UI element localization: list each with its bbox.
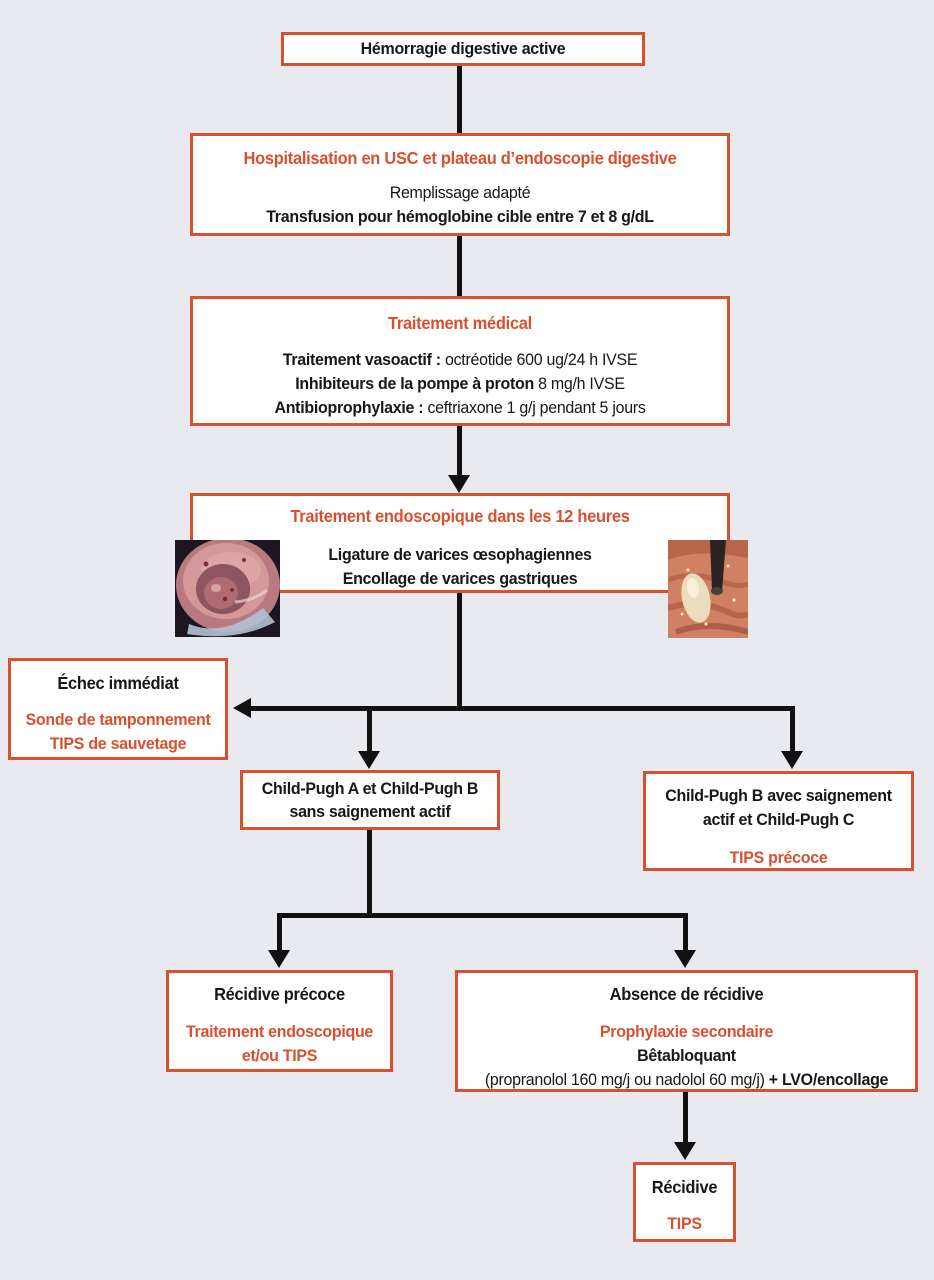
connector-childAB-to-branch2: [367, 830, 372, 918]
arrowhead-down-icon: [674, 950, 696, 968]
line-regular-part: octréotide 600 ug/24 h IVSE: [440, 350, 638, 369]
node-line: actif et Child-Pugh C: [702, 810, 855, 829]
branch2-drop-recidive-precoce: [277, 913, 282, 951]
node-title: Hémorragie digestive active: [360, 39, 566, 58]
endoscopic-glue-photo: [668, 540, 748, 638]
node-line: Encollage de varices gastriques: [342, 569, 578, 588]
line-bold-part: Traitement vasoactif :: [282, 350, 441, 369]
arrowhead-down-icon: [448, 475, 470, 493]
node-recidive-precoce: [166, 970, 393, 1072]
node-line: Sonde de tamponnement: [25, 710, 211, 729]
arrowhead-down-icon: [358, 751, 380, 769]
arrowhead-down-icon: [781, 751, 803, 769]
node-subtitle: Prophylaxie secondaire: [599, 1022, 774, 1041]
line-regular-part: ceftriaxone 1 g/j pendant 5 jours: [423, 398, 646, 417]
node-child-pugh-ab: [240, 770, 500, 830]
node-hemorragie-digestive-active: [281, 32, 645, 66]
gastric-varix-glue-image: [668, 540, 748, 638]
node-hospitalisation: [190, 133, 730, 236]
arrowhead-down-icon: [674, 1142, 696, 1160]
node-line: [209, 348, 711, 372]
branch2-horizontal: [277, 913, 688, 918]
node-line: Child-Pugh A et Child-Pugh B: [261, 779, 479, 798]
node-line: [472, 1068, 902, 1092]
connector-hospitalisation-to-medical: [457, 236, 462, 296]
connector-start-to-hospitalisation: [457, 66, 462, 133]
branch2-drop-absence: [683, 913, 688, 951]
node-recidive: [633, 1162, 736, 1242]
node-line: Bêtabloquant: [637, 1046, 736, 1065]
node-line: [209, 372, 711, 396]
connector-endoscopique-to-branch: [457, 593, 462, 708]
connector-medical-to-endoscopique: [457, 426, 462, 476]
esophageal-varix-ligature-image: [175, 540, 280, 637]
node-line: sans saignement actif: [289, 802, 451, 821]
node-line: [209, 396, 711, 420]
node-echec-immediat: [8, 658, 228, 760]
line-regular-part: (propranolol 160 mg/j ou nadolol 60 mg/j): [484, 1070, 769, 1089]
node-title: Absence de récidive: [609, 984, 764, 1004]
branch1-drop-childBC: [790, 706, 795, 752]
node-title: Échec immédiat: [57, 673, 179, 693]
node-title: Récidive précoce: [214, 984, 345, 1004]
node-title: Traitement médical: [388, 313, 532, 333]
node-line: Child-Pugh B avec saignement: [665, 786, 892, 805]
line-bold-part: Antibioprophylaxie :: [274, 398, 424, 417]
node-title: Hospitalisation en USC et plateau d’endoscopie digestive: [243, 148, 677, 168]
node-line: TIPS de sauvetage: [49, 734, 187, 753]
node-child-pugh-bc: [643, 771, 914, 871]
branch1-horizontal: [246, 706, 795, 711]
connector-absence-to-recidive: [683, 1092, 688, 1143]
endoscopic-ligature-photo: [175, 540, 280, 637]
node-line: Traitement endoscopique: [185, 1022, 374, 1041]
line-bold-part: + LVO/encollage: [768, 1070, 889, 1089]
node-absence-de-recidive: [455, 970, 918, 1092]
node-line: Transfusion pour hémoglobine cible entre 7 et 8 g/dL: [266, 207, 654, 226]
node-line: Remplissage adapté: [389, 183, 531, 202]
node-line: Ligature de varices œsophagiennes: [328, 545, 592, 564]
node-title: Traitement endoscopique dans les 12 heures: [290, 506, 630, 526]
node-traitement-medical: [190, 296, 730, 426]
line-regular-part: 8 mg/h IVSE: [533, 374, 625, 393]
arrowhead-left-icon: [233, 698, 251, 718]
node-action: TIPS: [667, 1214, 702, 1233]
node-line: et/ou TIPS: [241, 1046, 318, 1065]
branch1-drop-childAB: [367, 706, 372, 752]
arrowhead-down-icon: [268, 950, 290, 968]
line-bold-part: Inhibiteurs de la pompe à proton: [295, 374, 534, 393]
node-action: TIPS précoce: [729, 848, 828, 867]
node-title: Récidive: [651, 1177, 718, 1197]
